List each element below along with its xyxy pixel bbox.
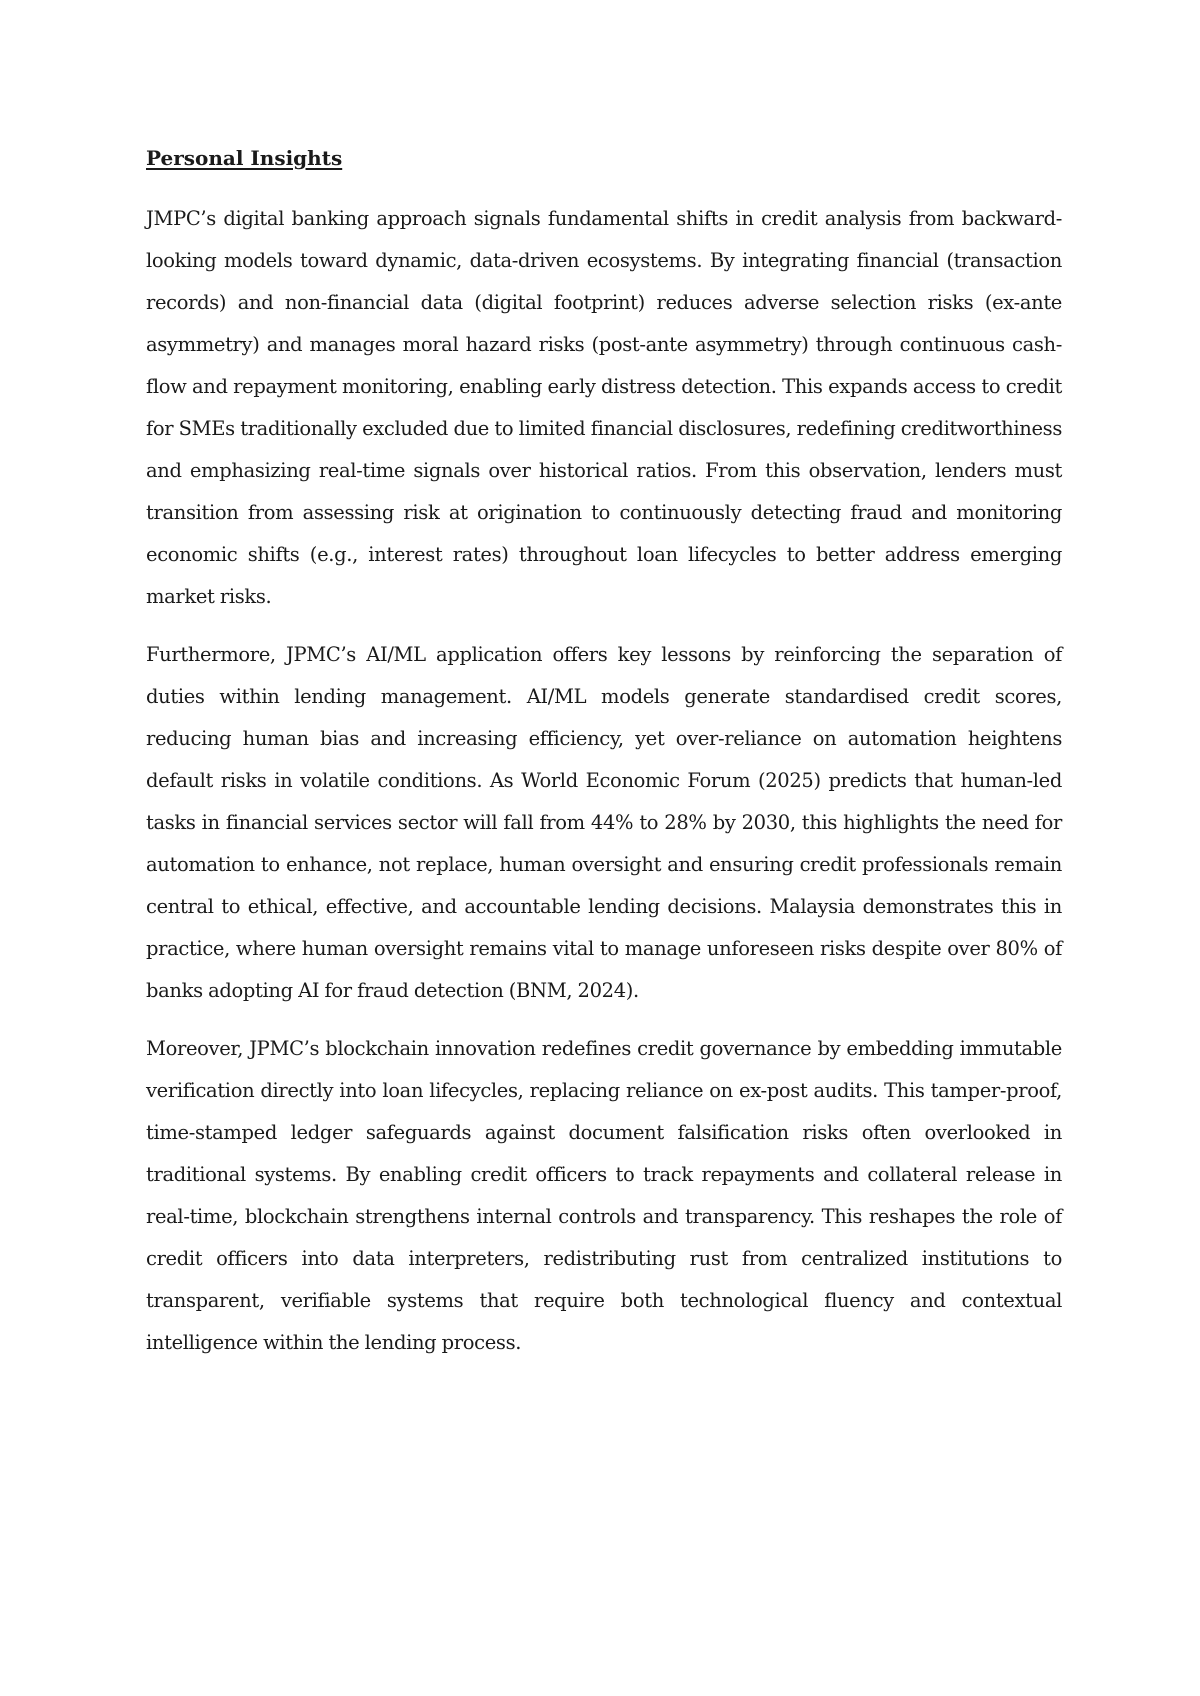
paragraph-digital-banking: JMPC’s digital banking approach signals fundamental shifts in credit analysis from backward-looking models toward dynamic, data-driven ecosystems. By integrating financial (transaction records) and non-financial data (digital footprint) reduces adverse selection risks (ex-ante asymmetry) and manages moral hazard risks (post-ante asymmetry) through continuous cash-flow and repayment monitoring, enabling early distress detection. This expands access to credit for SMEs traditionally excluded due to limited financial disclosures, redefining creditworthiness and emphasizing real-time signals over historical ratios. From this observation, lenders must transition from assessing risk at origination to continuously detecting fraud and monitoring economic shifts (e.g., interest rates) throughout loan lifecycles to better address emerging market risks.: [146, 207, 1062, 608]
paragraph-blockchain: Moreover, JPMC’s blockchain innovation redefines credit governance by embedding immutable verification directly into loan lifecycles, replacing reliance on ex-post audits. This tamper-proof, time-stamped ledger safeguards against document falsification risks often overlooked in traditional systems. By enabling credit officers to track repayments and collateral release in real-time, blockchain strengthens internal controls and transparency. This reshapes the role of credit officers into data interpreters, redistributing rust from centralized institutions to transparent, verifiable systems that require both technological fluency and contextual intelligence within the lending process.: [146, 1037, 1062, 1354]
paragraph-ai-ml: Furthermore, JPMC’s AI/ML application offers key lessons by reinforcing the separation of duties within lending management. AI/ML models generate standardised credit scores, reducing human bias and increasing efficiency, yet over-reliance on automation heightens default risks in volatile conditions. As World Economic Forum (2025) predicts that human-led tasks in financial services sector will fall from 44% to 28% by 2030, this highlights the need for automation to enhance, not replace, human oversight and ensuring credit professionals remain central to ethical, effective, and accountable lending decisions. Malaysia demonstrates this in practice, where human oversight remains vital to manage unforeseen risks despite over 80% of banks adopting AI for fraud detection (BNM, 2024).: [146, 643, 1062, 1002]
section-heading: Personal Insights: [146, 146, 343, 170]
document-body: [146, 144, 1062, 1380]
